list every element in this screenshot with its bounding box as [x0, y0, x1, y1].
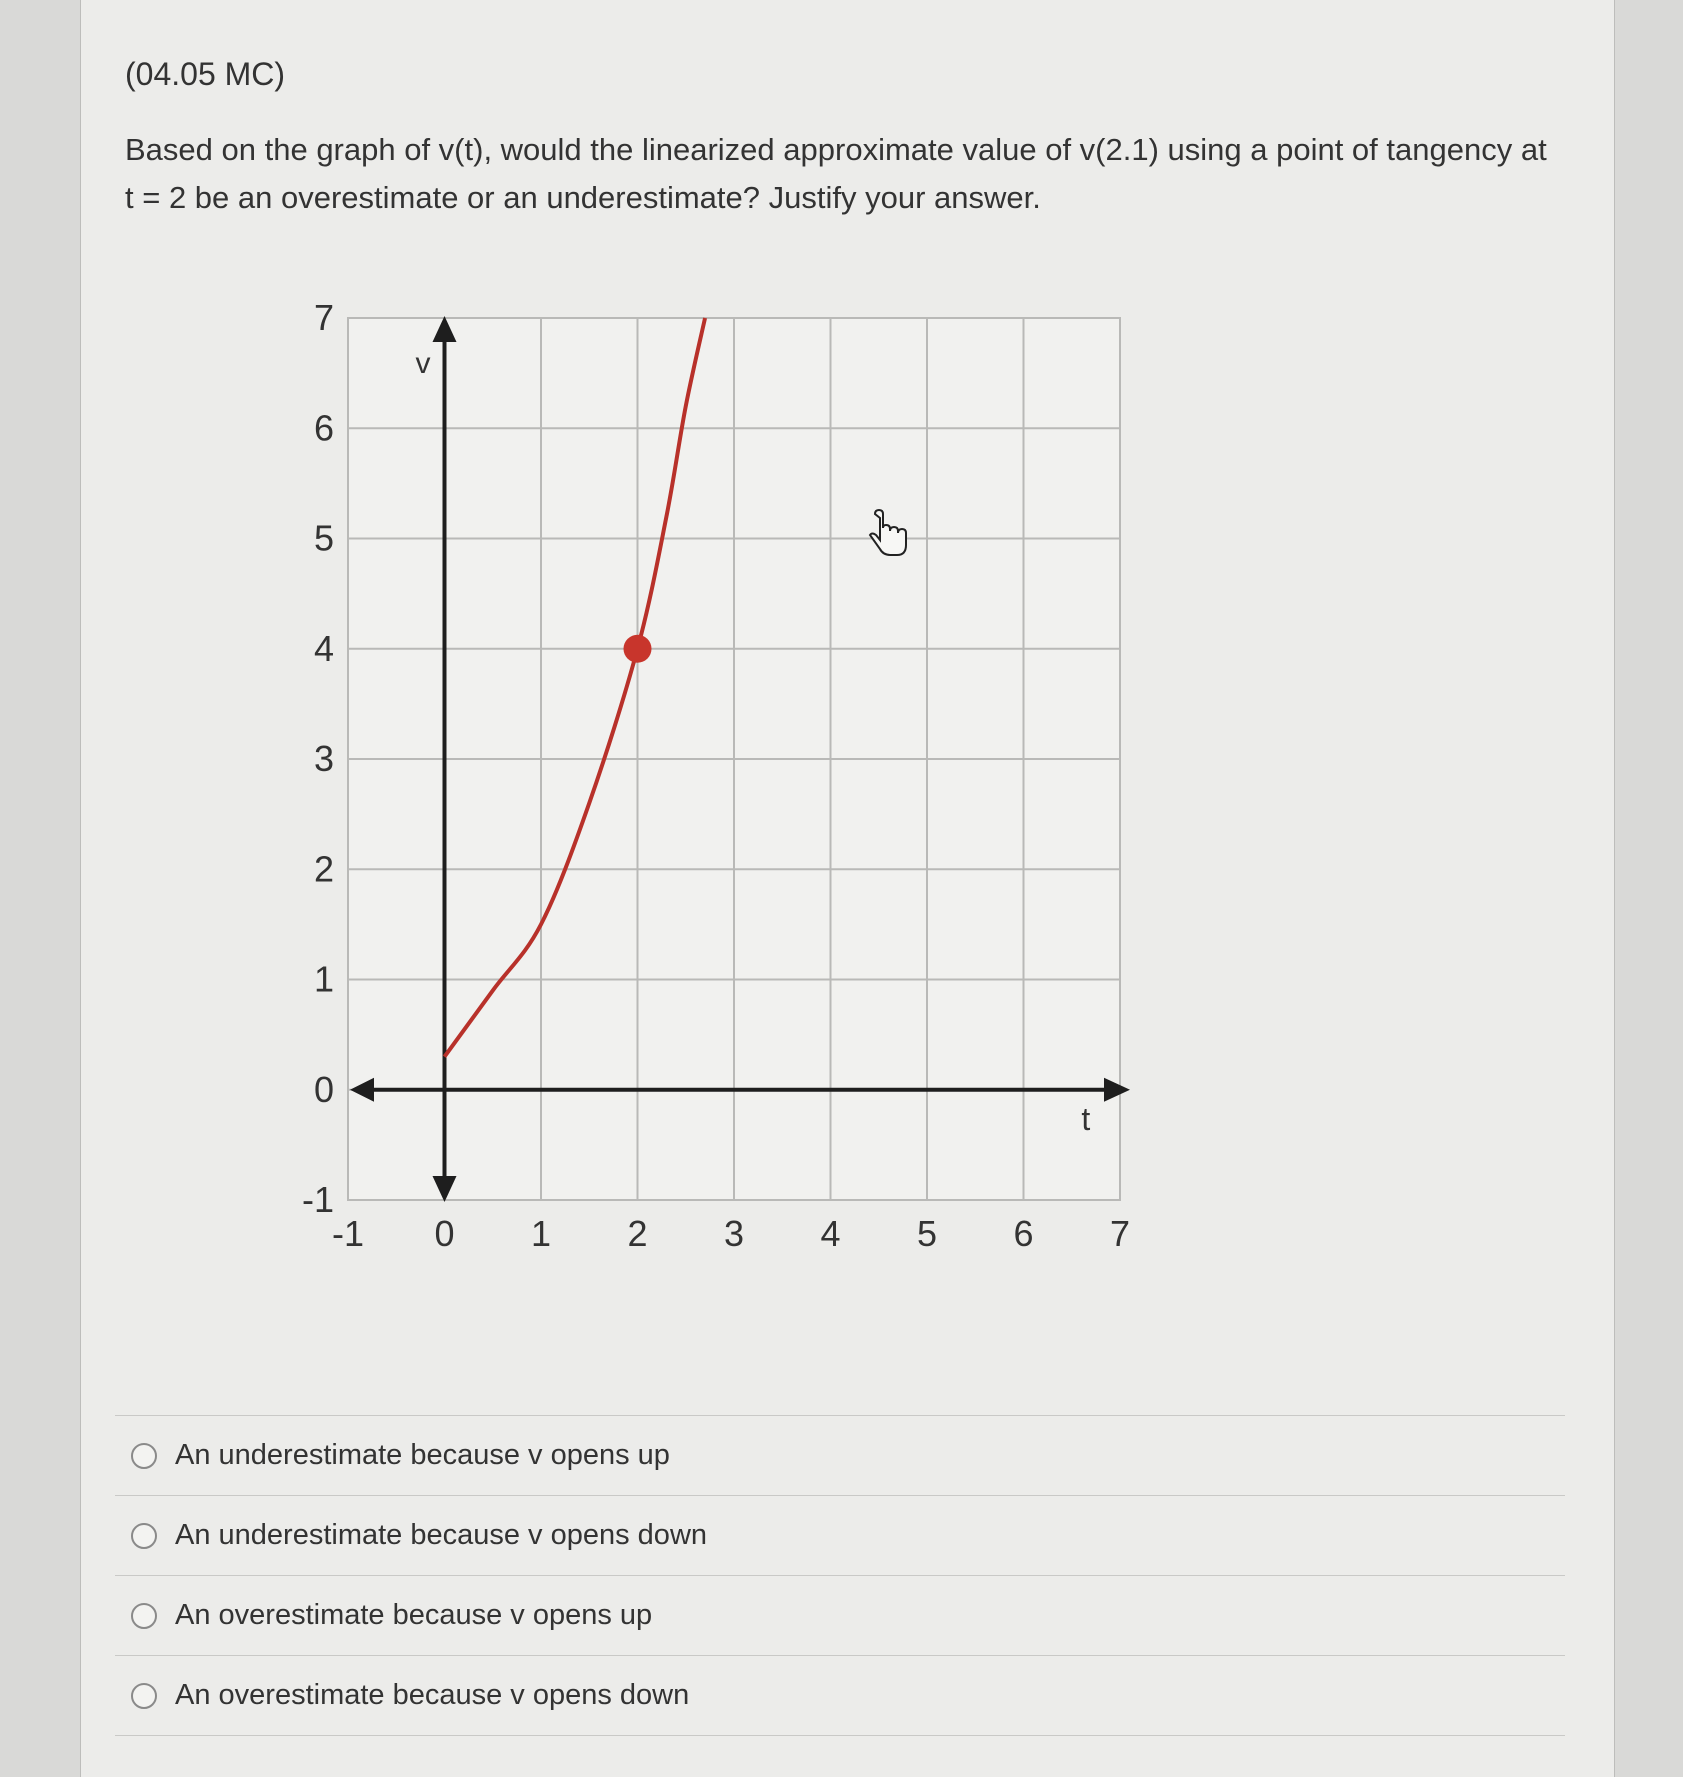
y-tick-label: 5 — [313, 517, 334, 559]
y-tick-label: 2 — [313, 848, 334, 890]
y-tick-label: 0 — [313, 1068, 334, 1110]
x-axis-label: t — [1081, 1100, 1091, 1137]
y-tick-label: 3 — [313, 738, 334, 779]
x-tick-label: 3 — [723, 1213, 745, 1254]
radio-button[interactable] — [131, 1683, 157, 1709]
question-id: (04.05 MC) — [125, 56, 286, 92]
answer-option[interactable] — [115, 1575, 1565, 1655]
x-tick-label: 1 — [530, 1213, 552, 1254]
x-tick-label: 4 — [820, 1213, 841, 1254]
y-tick-label: 1 — [313, 958, 334, 1000]
y-tick-label: 6 — [313, 407, 334, 449]
y-axis-label: v — [415, 347, 431, 381]
y-tick-label: -1 — [301, 1179, 334, 1220]
answer-options — [115, 1415, 1565, 1736]
answer-option-label: An overestimate because v opens up — [175, 1599, 653, 1631]
radio-button[interactable] — [131, 1603, 157, 1629]
radio-button[interactable] — [131, 1443, 157, 1469]
radio-button[interactable] — [131, 1523, 157, 1549]
x-tick-label: 7 — [1109, 1213, 1131, 1254]
x-tick-label: -1 — [331, 1213, 365, 1254]
question-prompt: Based on the graph of v(t), would the linearized approximate value of v(2.1) using a point of tangency at t = 2 be an overestimate or an underestimate? Justify your answer. — [125, 132, 1547, 215]
chart-grid — [348, 318, 1120, 1200]
x-tick-label: 2 — [627, 1213, 648, 1254]
y-tick-label: 7 — [313, 297, 334, 338]
x-tick-label: 5 — [916, 1213, 938, 1254]
answer-option[interactable] — [115, 1495, 1565, 1575]
answer-option-label: An overestimate because v opens down — [175, 1679, 690, 1711]
x-tick-label: 6 — [1013, 1213, 1034, 1254]
answer-option-label: An underestimate because v opens up — [175, 1439, 670, 1471]
answer-option[interactable] — [115, 1655, 1565, 1736]
tangency-point — [624, 635, 652, 663]
answer-option[interactable] — [115, 1415, 1565, 1495]
answer-option-label: An underestimate because v opens down — [175, 1519, 708, 1551]
y-tick-label: 4 — [313, 627, 334, 669]
x-tick-label: 0 — [434, 1213, 455, 1254]
